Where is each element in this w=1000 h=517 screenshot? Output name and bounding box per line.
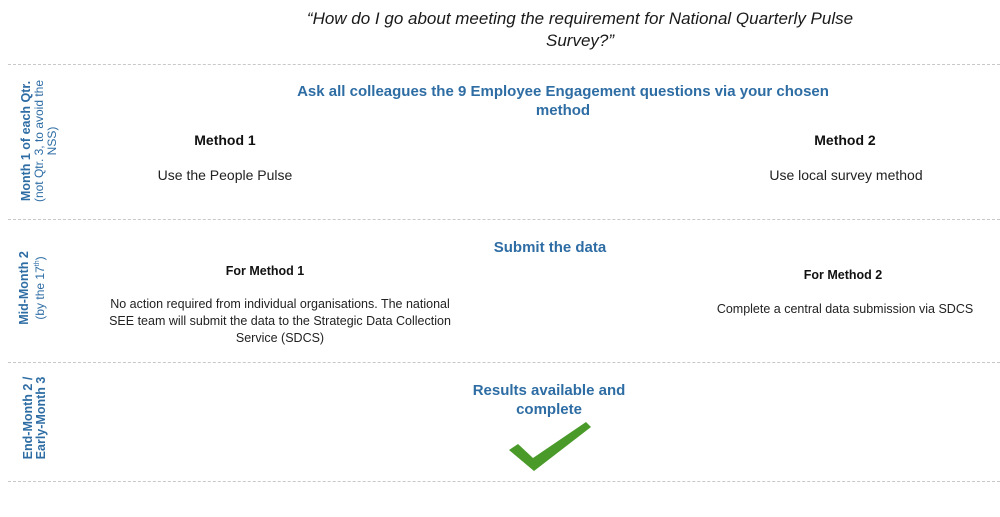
row-1-heading: Ask all colleagues the 9 Employee Engagement questions via your chosen method	[297, 83, 829, 119]
divider	[8, 64, 1000, 65]
page-title: “How do I go about meeting the requirement for National Quarterly Pulse Survey?”	[306, 9, 854, 50]
row-3-timing-main: End-Month 2 /	[21, 376, 35, 460]
row-2-timing-sub: (by the 17th)	[33, 256, 47, 320]
divider	[8, 219, 1000, 220]
for-method-1-heading: For Method 1	[225, 264, 305, 278]
row-2-timing-label	[18, 233, 54, 343]
row-1-timing-main: Month 1 of each Qtr.	[19, 80, 33, 202]
for-method-2-heading: For Method 2	[803, 268, 883, 282]
for-method-1-text: No action required from individual organisations. The national SEE team will submit the data to the Strategic Data Collection Service (SDCS)	[109, 297, 451, 345]
row-1-timing-sub: (not Qtr. 3, to avoid the NSS)	[32, 79, 59, 203]
checkmark-icon	[506, 420, 592, 474]
row-3-heading: Results available and complete	[472, 382, 626, 418]
row-3-timing-main-2: Early-Month 3	[34, 376, 48, 460]
row-1-timing-label	[20, 66, 60, 216]
row-2-heading: Submit the data	[493, 239, 607, 256]
row-3-timing-label	[22, 358, 52, 478]
method-2-text: Use local survey method	[769, 167, 923, 183]
method-2-heading: Method 2	[814, 132, 876, 148]
divider	[8, 362, 1000, 363]
method-1-text: Use the People Pulse	[157, 167, 293, 183]
divider	[8, 481, 1000, 482]
method-1-heading: Method 1	[194, 132, 256, 148]
row-2-timing-main: Mid-Month 2	[17, 251, 31, 325]
for-method-2-text: Complete a central data submission via SDCS	[716, 302, 974, 316]
